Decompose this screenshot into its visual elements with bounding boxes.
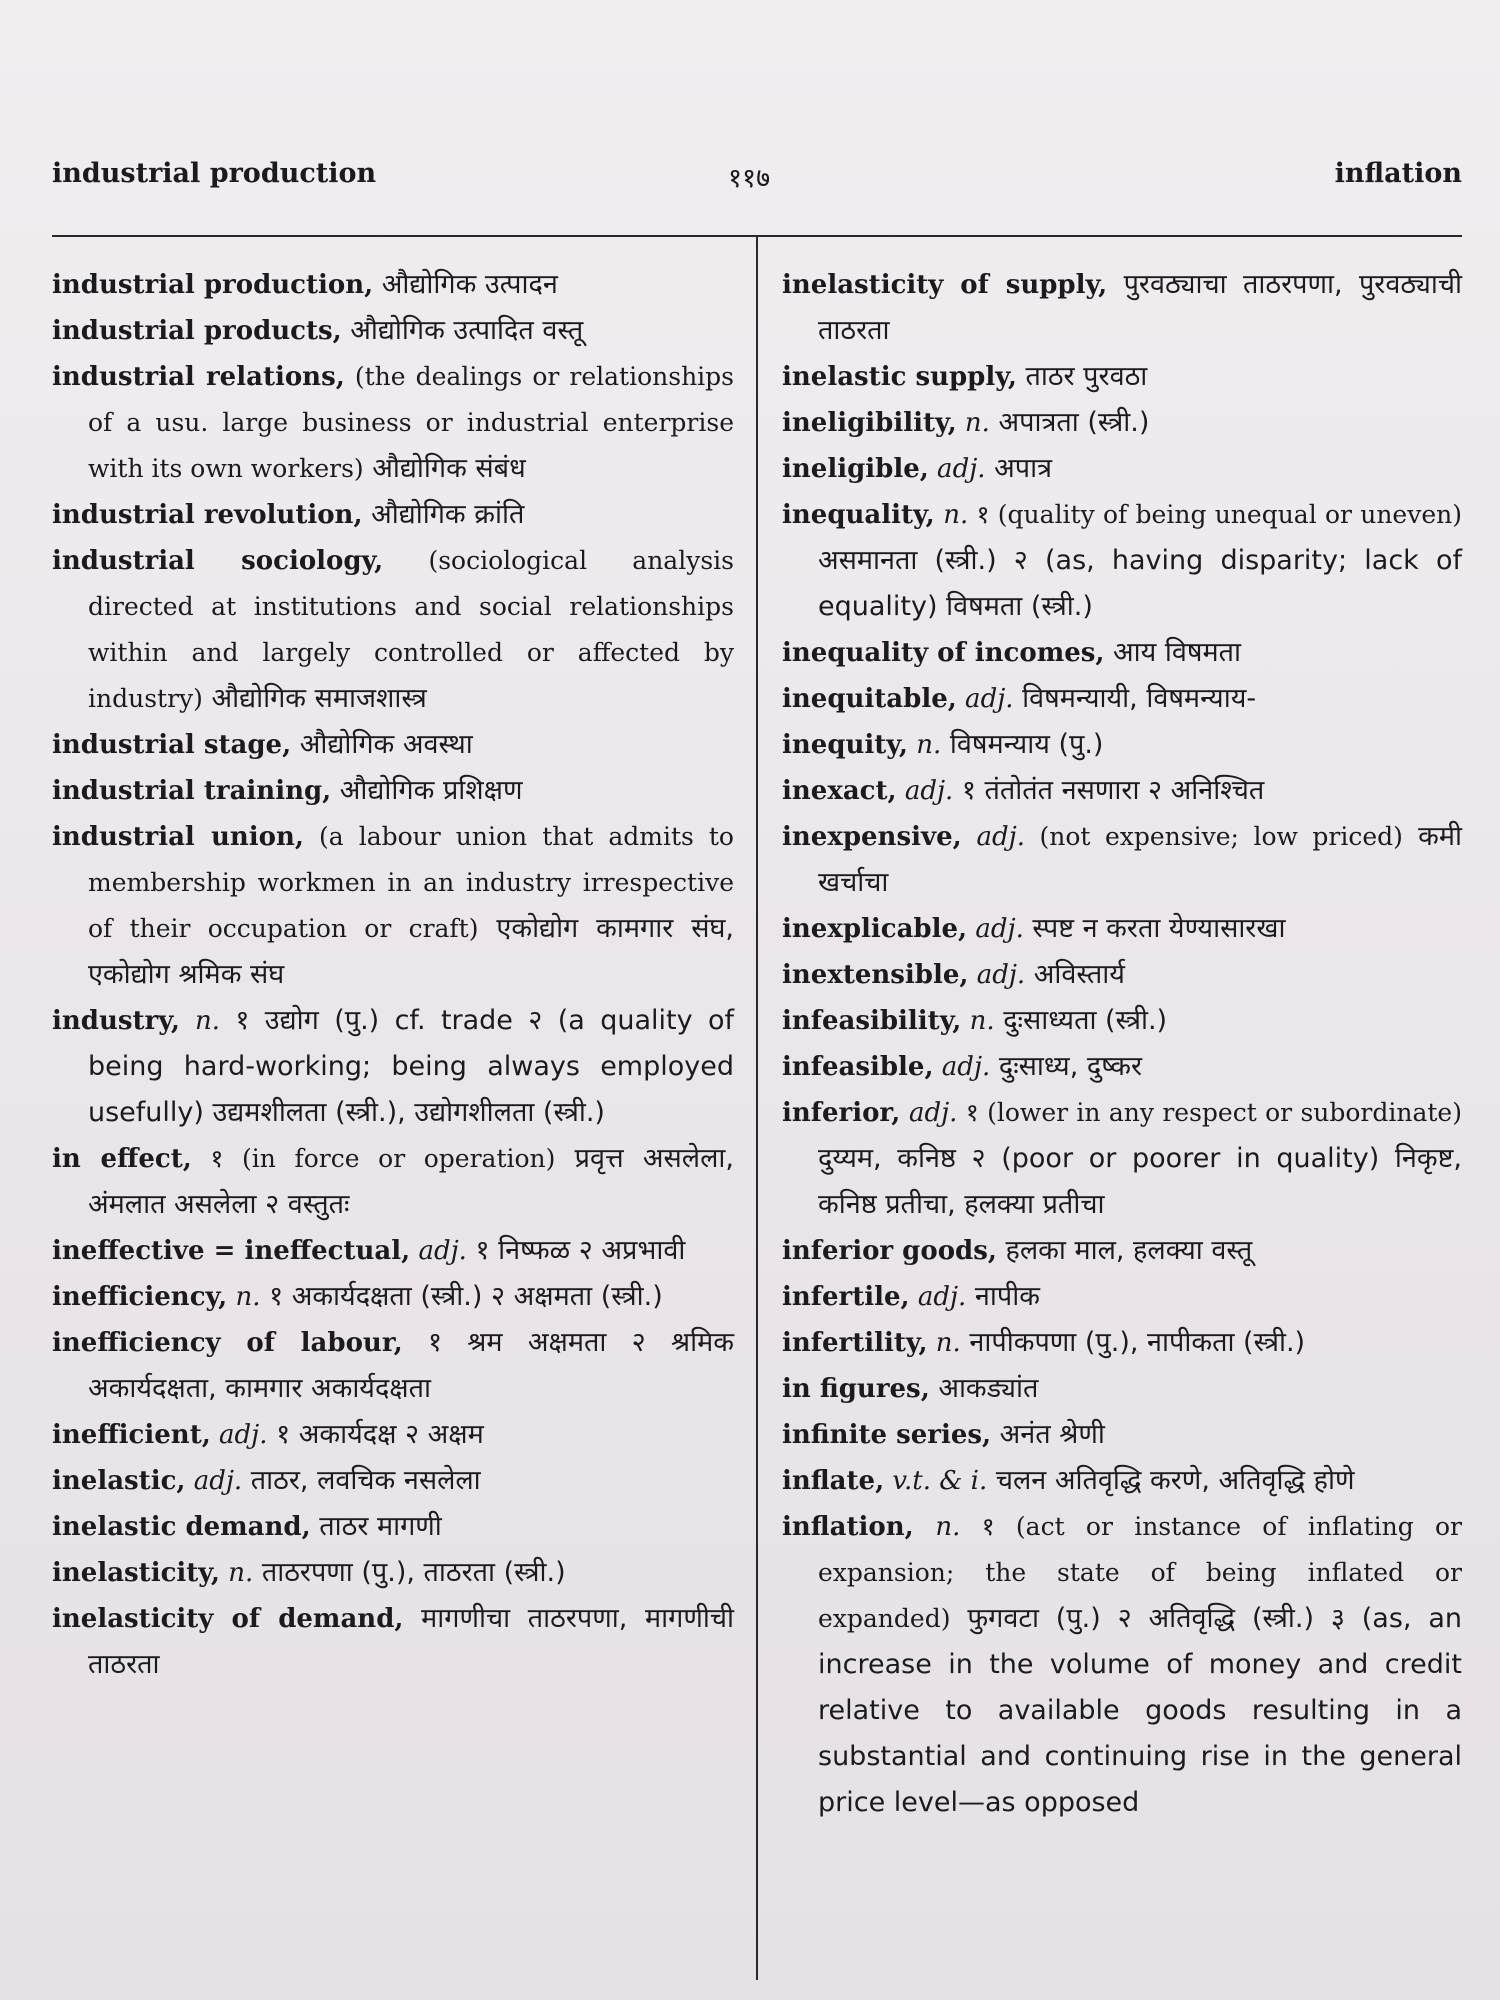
headword: inefficiency, [52, 1282, 228, 1312]
definition: (a labour union that admits to membership workmen in an industry irrespective of their occupation or craft) [88, 822, 734, 943]
part-of-speech: adj. [896, 776, 954, 806]
dictionary-entry [52, 722, 734, 768]
dictionary-entry [782, 1228, 1462, 1274]
dictionary-entry [782, 630, 1462, 676]
marathi-equivalent: ताठर मागणी [310, 1511, 442, 1542]
marathi-equivalent: ताठरपणा (पु.), ताठरता (स्त्री.) [253, 1557, 566, 1588]
marathi-equivalent: १ निष्फळ २ अप्रभावी [466, 1235, 686, 1266]
part-of-speech: v.t. & i. [884, 1466, 988, 1496]
left-guide-word: industrial production [52, 158, 377, 189]
marathi-equivalent: १ उद्योग (पु.) cf. trade २ (a quality of being hard-working; being always employed usefully) उद्यमशीलता (स्त्री.), उद्योगशीलता (स्त्री.) [88, 1005, 734, 1128]
headword: inefficiency of labour, [52, 1328, 403, 1358]
marathi-equivalent: कमी खर्चाचा [818, 821, 1462, 898]
dictionary-entry [52, 1228, 734, 1274]
dictionary-entry [782, 814, 1462, 906]
dictionary-entry [52, 768, 734, 814]
marathi-equivalent: औद्योगिक क्रांति [362, 499, 525, 530]
headword: inequality, [782, 500, 935, 530]
definition: १ (in force or operation) [191, 1144, 556, 1173]
marathi-equivalent: ताठर पुरवठा [1016, 361, 1148, 392]
headword: inexplicable, [782, 914, 968, 944]
marathi-equivalent: विषमन्यायी, विषमन्याय- [1013, 683, 1257, 714]
marathi-equivalent: दुःसाध्यता (स्त्री.) [994, 1005, 1168, 1036]
part-of-speech: n. [179, 1006, 220, 1036]
marathi-equivalent: अनंत श्रेणी [991, 1419, 1105, 1450]
part-of-speech: adj. [968, 960, 1026, 990]
marathi-equivalent: नापीकपणा (पु.), नापीकता (स्त्री.) [960, 1327, 1306, 1358]
marathi-equivalent: औद्योगिक उत्पादित वस्तू [341, 315, 584, 346]
marathi-equivalent: अपात्र [985, 453, 1052, 484]
marathi-equivalent: १ अकार्यदक्षता (स्त्री.) २ अक्षमता (स्त्री.) [260, 1281, 663, 1312]
dictionary-entry [782, 676, 1462, 722]
headword: inelastic demand, [52, 1512, 311, 1542]
headword: inflate, [782, 1466, 885, 1496]
headword: in effect, [52, 1144, 192, 1174]
dictionary-entry [782, 492, 1462, 630]
dictionary-entry [52, 1596, 734, 1688]
marathi-equivalent: औद्योगिक संबंध [363, 453, 526, 484]
headword: industry, [52, 1006, 180, 1036]
marathi-equivalent: पुरवठ्याचा ताठरपणा, पुरवठ्याची ताठरता [818, 269, 1462, 346]
dictionary-entry [52, 1550, 734, 1596]
dictionary-entry [52, 1504, 734, 1550]
part-of-speech: adj. [961, 822, 1025, 852]
headword: inferior goods, [782, 1236, 997, 1266]
dictionary-entry [782, 906, 1462, 952]
dictionary-entry [782, 1412, 1462, 1458]
headword: ineligibility, [782, 408, 957, 438]
marathi-equivalent: आय विषमता [1104, 637, 1242, 668]
dictionary-entry [782, 952, 1462, 998]
dictionary-entry [782, 1320, 1462, 1366]
part-of-speech: adj. [928, 454, 986, 484]
dictionary-entry [782, 1504, 1462, 1826]
part-of-speech: n. [907, 730, 942, 760]
dictionary-entry [52, 492, 734, 538]
marathi-equivalent: दुय्यम, कनिष्ठ २ (poor or poorer in quality) निकृष्ट, कनिष्ठ प्रतीचा, हलक्या प्रतीचा [818, 1143, 1462, 1220]
marathi-equivalent: फुगवटा (पु.) २ अतिवृद्धि (स्त्री.) ३ (as, an increase in the volume of money and credit relative to available goods resulting in a substantial and continuing rise in the general price level—as opposed [818, 1603, 1462, 1818]
dictionary-entry [52, 1274, 734, 1320]
marathi-equivalent: १ अकार्यदक्ष २ अक्षम [267, 1419, 484, 1450]
part-of-speech: adj. [956, 684, 1014, 714]
headword: industrial production, [52, 270, 374, 300]
marathi-equivalent: ताठर, लवचिक नसलेला [242, 1465, 481, 1496]
headword: inequity, [782, 730, 908, 760]
headword: ineffective = ineffectual, [52, 1236, 411, 1266]
headword: inexpensive, [782, 822, 962, 852]
dictionary-entry [782, 446, 1462, 492]
part-of-speech: n. [956, 408, 990, 438]
marathi-equivalent: अपात्रता (स्त्री.) [989, 407, 1150, 438]
headword: inelasticity, [52, 1558, 220, 1588]
definition: १ (act or instance of inflating or expansion; the state of being inflated or expanded) [818, 1512, 1462, 1633]
dictionary-entry [52, 538, 734, 722]
dictionary-entry [52, 998, 734, 1136]
marathi-equivalent: विषमन्याय (पु.) [941, 729, 1104, 760]
dictionary-entry [782, 1274, 1462, 1320]
headword: inflation, [782, 1512, 914, 1542]
part-of-speech: n. [927, 1328, 961, 1358]
marathi-equivalent: मागणीचा ताठरपणा, मागणीची ताठरता [88, 1603, 734, 1680]
dictionary-entry [782, 400, 1462, 446]
headword: inexact, [782, 776, 897, 806]
headword: ineligible, [782, 454, 929, 484]
headword: infeasibility, [782, 1006, 962, 1036]
column-divider [756, 235, 758, 1980]
headword: industrial training, [52, 776, 332, 806]
marathi-equivalent: औद्योगिक प्रशिक्षण [331, 775, 523, 806]
dictionary-entry [52, 1412, 734, 1458]
part-of-speech: adj. [967, 914, 1024, 944]
headword: industrial sociology, [52, 546, 384, 576]
marathi-equivalent: औद्योगिक उत्पादन [373, 269, 558, 300]
headword: industrial union, [52, 822, 304, 852]
definition: (the dealings or relationships of a usu. large business or industrial enterprise with its own workers) [88, 362, 734, 483]
headword: industrial relations, [52, 362, 345, 392]
headword: industrial products, [52, 316, 342, 346]
part-of-speech: adj. [185, 1466, 243, 1496]
dictionary-entry [782, 354, 1462, 400]
definition: १ (lower in any respect or subordinate) [957, 1098, 1462, 1127]
dictionary-entry [52, 1458, 734, 1504]
page-number: ११७ [728, 163, 771, 194]
dictionary-entry [782, 1458, 1462, 1504]
definition: (not expensive; low priced) [1024, 822, 1403, 851]
part-of-speech: adj. [900, 1098, 958, 1128]
dictionary-entry [52, 1320, 734, 1412]
part-of-speech: adj. [909, 1282, 967, 1312]
right-column [782, 262, 1462, 1826]
marathi-equivalent: एकोद्योग कामगार संघ, एकोद्योग श्रमिक संघ [88, 913, 734, 990]
dictionary-entry [52, 308, 734, 354]
marathi-equivalent: चलन अतिवृद्धि करणे, अतिवृद्धि होणे [987, 1465, 1355, 1496]
dictionary-entry [782, 722, 1462, 768]
headword: industrial stage, [52, 730, 292, 760]
part-of-speech: n. [934, 500, 969, 530]
dictionary-entry [52, 1136, 734, 1228]
part-of-speech: n. [961, 1006, 995, 1036]
marathi-equivalent: प्रवृत्त असलेला, अंमलात असलेला २ वस्तुतः [88, 1143, 734, 1220]
headword: inequitable, [782, 684, 957, 714]
part-of-speech: adj. [933, 1052, 991, 1082]
headword: in figures, [782, 1374, 930, 1404]
dictionary-entry [782, 768, 1462, 814]
dictionary-entry [782, 1366, 1462, 1412]
part-of-speech: adj. [410, 1236, 467, 1266]
headword: infertile, [782, 1282, 910, 1312]
right-guide-word: inflation [1334, 158, 1462, 189]
marathi-equivalent: औद्योगिक अवस्था [291, 729, 473, 760]
headword: infinite series, [782, 1420, 992, 1450]
headword: inextensible, [782, 960, 969, 990]
marathi-equivalent: १ तंतोतंत नसणारा २ अनिश्चित [953, 775, 1265, 806]
part-of-speech: n. [913, 1512, 961, 1542]
page-header [52, 158, 1462, 198]
headword: industrial revolution, [52, 500, 363, 530]
dictionary-entry [782, 998, 1462, 1044]
headword: inelastic, [52, 1466, 186, 1496]
dictionary-entry [782, 1090, 1462, 1228]
marathi-equivalent: अविस्तार्य [1025, 959, 1125, 990]
marathi-equivalent: औद्योगिक समाजशास्त्र [202, 683, 427, 714]
part-of-speech: adj. [210, 1420, 268, 1450]
definition: १ (quality of being unequal or uneven) [968, 500, 1462, 529]
dictionary-entry [782, 262, 1462, 354]
dictionary-entry [52, 814, 734, 998]
definition: (sociological analysis directed at institutions and social relationships within and largely controlled or affected by industry) [88, 546, 734, 713]
marathi-equivalent: स्पष्ट न करता येण्यासारखा [1023, 913, 1286, 944]
marathi-equivalent: दुःसाध्य, दुष्कर [990, 1051, 1142, 1082]
dictionary-entry [52, 354, 734, 492]
headword: inelasticity of supply, [782, 270, 1108, 300]
headword: inferior, [782, 1098, 901, 1128]
marathi-equivalent: हलका माल, हलक्या वस्तू [996, 1235, 1253, 1266]
marathi-equivalent: नापीक [966, 1281, 1040, 1312]
headword: infeasible, [782, 1052, 934, 1082]
marathi-equivalent: १ श्रम अक्षमता २ श्रमिक अकार्यदक्षता, कामगार अकार्यदक्षता [88, 1327, 734, 1404]
part-of-speech: n. [227, 1282, 261, 1312]
headword: infertility, [782, 1328, 928, 1358]
marathi-equivalent: असमानता (स्त्री.) २ (as, having disparity; lack of equality) विषमता (स्त्री.) [818, 545, 1462, 622]
dictionary-entry [782, 1044, 1462, 1090]
part-of-speech: n. [219, 1558, 254, 1588]
marathi-equivalent: आकड्यांत [929, 1373, 1039, 1404]
headword: inelasticity of demand, [52, 1604, 404, 1634]
dictionary-entry [52, 262, 734, 308]
headword: inequality of incomes, [782, 638, 1105, 668]
headword: inefficient, [52, 1420, 211, 1450]
left-column [52, 262, 734, 1688]
headword: inelastic supply, [782, 362, 1017, 392]
